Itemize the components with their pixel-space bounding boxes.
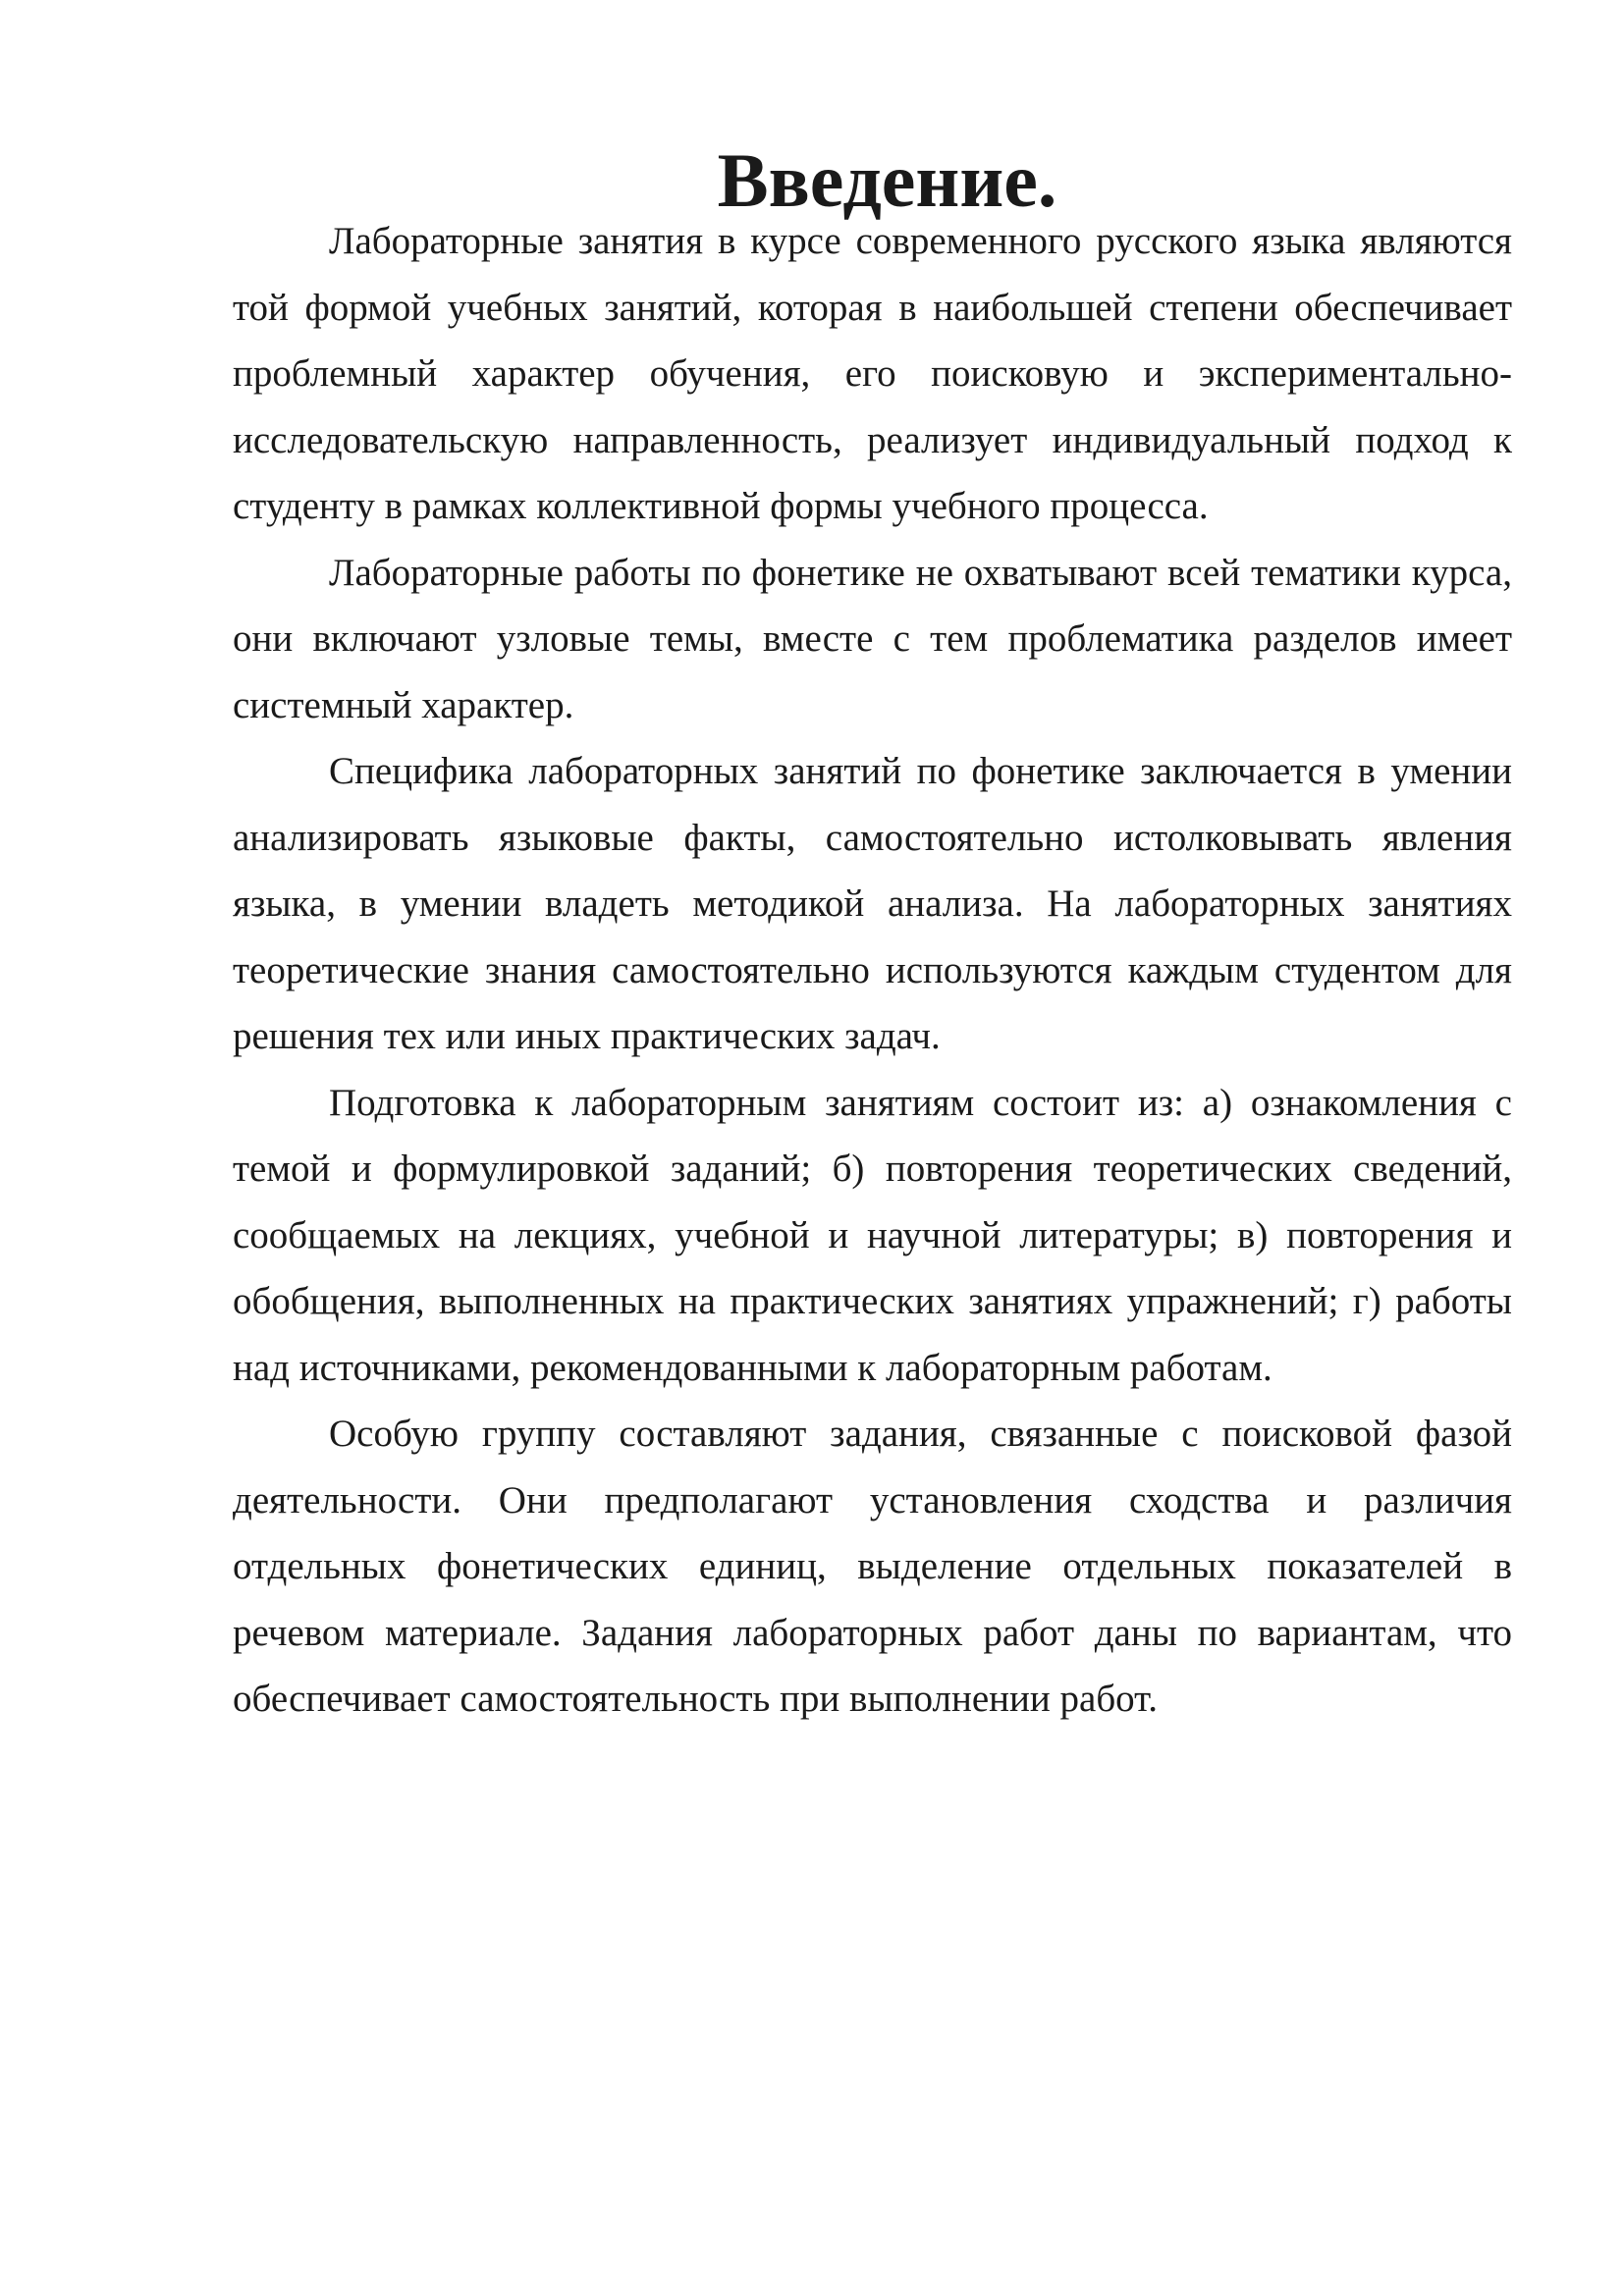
paragraph-4: Подготовка к лабораторным занятиям состоит из: а) ознакомления с темой и формулировкой заданий; б) повторения теоретических сведений, сообщаемых на лекциях, учебной и научной литературы; в) повторения и обобщения, выполненных на практических занятиях упражнений; г) работы над источниками, рекомендованными к лабораторным работам. xyxy=(233,1081,1512,1389)
paragraph-2: Лабораторные работы по фонетике не охватывают всей тематики курса, они включают узловые темы, вместе с тем проблематика разделов имеет системный характер. xyxy=(233,551,1512,726)
paragraph-3: Специфика лабораторных занятий по фонетике заключается в умении анализировать языковые факты, самостоятельно истолковывать явления языка, в умении владеть методикой анализа. На лабораторных занятиях теоретические знания самостоятельно используются каждым студентом для решения тех или иных практических задач. xyxy=(233,750,1512,1057)
paragraph-5: Особую группу составляют задания, связанные с поисковой фазой деятельности. Они предполагают установления сходства и различия отдельных фонетических единиц, выделение отдельных показателей в речевом материале. Задания лабораторных работ даны по вариантам, что обеспечивает самостоятельность при выполнении работ. xyxy=(233,1413,1512,1720)
paragraph-1: Лабораторные занятия в курсе современного русского языка являются той формой учебных занятий, которая в наибольшей степени обеспечивает проблемный характер обучения, его поисковую и экспериментально-исследовательскую направленность, реализует индивидуальный подход к студенту в рамках коллективной формы учебного процесса. xyxy=(233,220,1512,527)
document-body xyxy=(233,137,1512,1733)
document-title: Введение. xyxy=(717,137,1057,223)
